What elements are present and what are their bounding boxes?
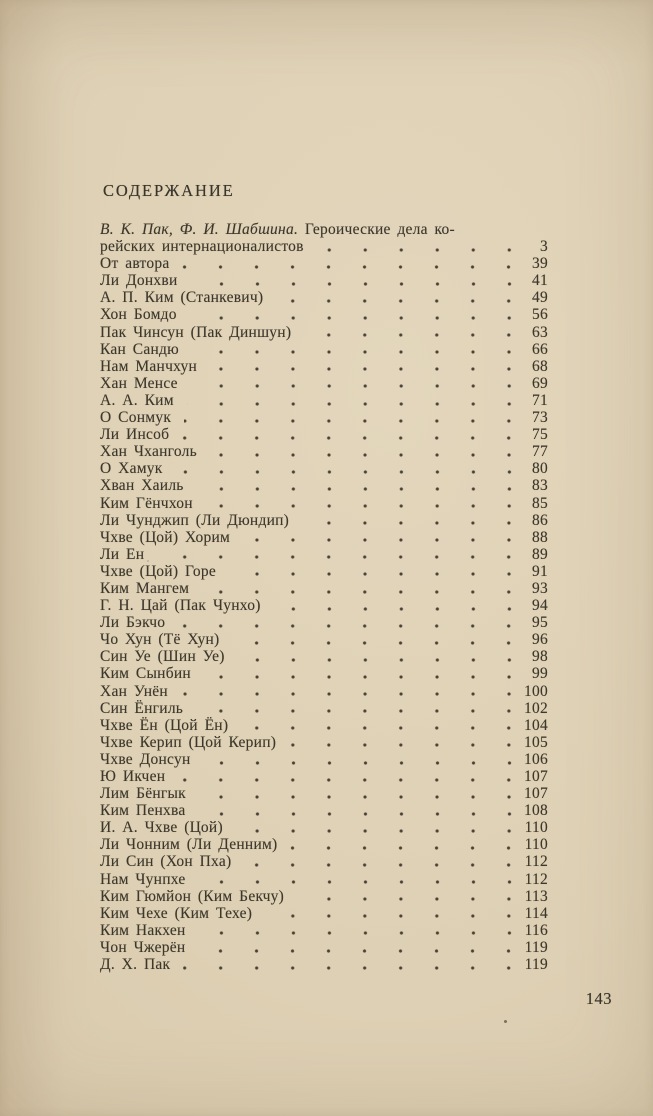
toc-entry-page: 71	[532, 391, 548, 409]
toc-entry-name: Ли Чунджип (Ли Дюндип)	[100, 511, 290, 529]
dot-leader	[197, 477, 512, 494]
toc-entry-page: 56	[532, 306, 548, 324]
toc-entry-name: Кан Сандю	[100, 340, 180, 358]
toc-entry	[100, 580, 548, 597]
dot-leader	[182, 426, 512, 443]
toc-entry	[100, 597, 548, 614]
dot-leader	[317, 238, 512, 255]
toc-entry-page: 85	[532, 494, 548, 512]
toc-entry	[100, 853, 548, 870]
toc-entry	[100, 956, 548, 973]
dot-leader	[181, 683, 512, 700]
toc-entry-page: 41	[532, 272, 548, 290]
toc-entry	[100, 409, 548, 426]
toc-entry-name: Ли Инсоб	[100, 426, 170, 444]
toc-entry-name: Ли Донхви	[100, 272, 178, 290]
toc-entry	[100, 717, 548, 734]
dot-leader	[199, 785, 512, 802]
toc-entry	[100, 324, 548, 341]
toc-entry-page: 96	[532, 631, 548, 649]
toc-entry	[100, 529, 548, 546]
toc-entry	[100, 460, 548, 477]
toc-entry-page: 75	[532, 426, 548, 444]
toc-entry	[100, 255, 548, 272]
toc-entry-name: Ким Чехе (Ким Техе)	[100, 904, 253, 922]
toc-entry-name: А. А. Ким	[100, 391, 174, 409]
toc-entry-name: И. А. Чхве (Цой)	[100, 819, 223, 837]
dot-leader	[182, 255, 512, 272]
dot-leader	[178, 768, 512, 785]
toc-entry	[100, 341, 548, 358]
page-number: 143	[585, 989, 612, 1008]
toc-entry-name: Чхве Ён (Цой Ён)	[100, 716, 229, 734]
toc-first-entry-line2	[100, 238, 548, 255]
toc-entry	[100, 563, 548, 580]
toc-first-entry-text	[100, 221, 455, 238]
toc-entry-page: 113	[524, 887, 548, 905]
toc-entry-name: Ким Гёнчхон	[100, 494, 193, 512]
dot-leader	[199, 802, 512, 819]
toc-entry-page: 3	[540, 238, 548, 256]
dot-leader	[192, 341, 512, 358]
toc-entry-name: Г. Н. Цай (Пак Чунхо)	[100, 597, 261, 615]
toc-entry	[100, 768, 548, 785]
toc-entry-page: 49	[532, 289, 548, 307]
toc-entry	[100, 905, 548, 922]
dot-leader	[304, 324, 512, 341]
toc-entry-page: 63	[532, 323, 548, 341]
toc-entry-page: 112	[524, 870, 548, 888]
toc-entry-page: 89	[532, 545, 548, 563]
toc-entry-name: Ким Мангем	[100, 579, 190, 597]
toc-entry-name: рейских интернационалистов	[100, 238, 304, 256]
toc-entry-page: 106	[524, 750, 548, 768]
toc-entry-name: Ли Син (Хон Пха)	[100, 853, 232, 871]
toc-first-entry-line1	[100, 221, 548, 238]
toc-entry-name: О Сонмук	[100, 409, 172, 427]
paper-speck	[147, 560, 149, 562]
toc-entry	[100, 700, 548, 717]
toc-entry-page: 91	[532, 562, 548, 580]
toc-entry-page: 110	[524, 819, 548, 837]
dot-leader	[178, 614, 512, 631]
dot-leader	[210, 443, 512, 460]
toc-entry	[100, 683, 548, 700]
toc-entry-page: 114	[524, 904, 548, 922]
toc-entry-page: 83	[532, 477, 548, 495]
toc-entry-page: 39	[532, 255, 548, 273]
toc-entry	[100, 512, 548, 529]
toc-entry-name: Хан Чханголь	[100, 443, 197, 461]
dot-leader	[210, 358, 512, 375]
dot-leader	[290, 836, 512, 853]
dot-leader	[229, 563, 512, 580]
toc-entry-name: Чо Хун (Тё Хун)	[100, 631, 220, 649]
toc-entry	[100, 306, 548, 323]
toc-entry-name: Нам Манчхун	[100, 357, 198, 375]
dot-leader	[190, 306, 512, 323]
toc-entry-page: 112	[524, 853, 548, 871]
toc-entry	[100, 802, 548, 819]
dot-leader	[236, 819, 512, 836]
toc-entry-name: Чхве Донсун	[100, 750, 191, 768]
toc-entry-name: Пак Чинсун (Пак Диншун)	[100, 323, 292, 341]
toc-entry-name: Ким Гюмйон (Ким Бекчу)	[100, 887, 285, 905]
toc-entry-page: 108	[524, 802, 548, 820]
toc-entry	[100, 648, 548, 665]
dot-leader	[276, 289, 512, 306]
toc-entry-page: 73	[532, 409, 548, 427]
toc-entry-name: Ли Ен	[100, 545, 145, 563]
toc-authors: В. К. Пак, Ф. И. Шабшина.	[100, 221, 299, 238]
toc-entry-name: Хон Бомдо	[100, 306, 177, 324]
toc-entry-page: 100	[524, 682, 548, 700]
toc-entry	[100, 358, 548, 375]
toc-entry-name: Ким Накхен	[100, 921, 186, 939]
toc-entry-page: 93	[532, 579, 548, 597]
toc-entry-name: Хан Унён	[100, 682, 168, 700]
toc-entry	[100, 546, 548, 563]
toc-entry	[100, 922, 548, 939]
dot-leader	[191, 375, 512, 392]
dot-leader	[204, 665, 512, 682]
toc-entry-name: А. П. Ким (Станкевич)	[100, 289, 264, 307]
toc-entry-name: Ли Бэкчо	[100, 614, 166, 632]
dot-leader	[196, 700, 512, 717]
toc-entry	[100, 819, 548, 836]
dot-leader	[265, 905, 512, 922]
toc-entry-name: Ю Икчен	[100, 768, 166, 785]
dot-leader	[183, 956, 512, 973]
toc-entry-page: 119	[524, 938, 548, 956]
toc-entry	[100, 289, 548, 306]
toc-entry	[100, 375, 548, 392]
dot-leader	[232, 631, 512, 648]
dot-leader	[238, 648, 512, 665]
toc-entry	[100, 477, 548, 494]
toc-entry-name: Ким Сынбин	[100, 665, 191, 683]
toc-entry	[100, 443, 548, 460]
toc-entry	[100, 665, 548, 682]
dot-leader	[191, 272, 512, 289]
toc-entry-page: 102	[524, 699, 548, 717]
toc-entry-page: 68	[532, 357, 548, 375]
toc-entry-page: 77	[532, 443, 548, 461]
dot-leader	[184, 409, 512, 426]
dot-leader	[274, 597, 512, 614]
paper-speck	[504, 1020, 507, 1023]
toc-entry-name: Ким Пенхва	[100, 802, 186, 820]
toc-entry	[100, 631, 548, 648]
toc-entry-name: Чхве Керип (Цой Керип)	[100, 733, 277, 751]
toc-entry-name: Син Уе (Шин Уе)	[100, 648, 225, 666]
dot-leader	[199, 871, 512, 888]
toc-entry-page: 119	[524, 956, 548, 974]
dot-leader	[176, 460, 512, 477]
dot-leader	[244, 853, 512, 870]
toc-entry-page: 66	[532, 340, 548, 358]
toc-entry-page: 95	[532, 614, 548, 632]
toc-entry	[100, 426, 548, 443]
toc-entry-page: 107	[524, 785, 548, 803]
toc-entry-page: 105	[524, 733, 548, 751]
toc-entry-page: 99	[532, 665, 548, 683]
toc-entry	[100, 734, 548, 751]
toc-entry-name: Нам Чунпхе	[100, 870, 186, 888]
dot-leader	[157, 546, 512, 563]
toc-entry	[100, 495, 548, 512]
page-title: СОДЕРЖАНИЕ	[103, 181, 235, 200]
dot-leader	[198, 939, 512, 956]
toc-entry-page: 94	[532, 597, 548, 615]
dot-leader	[243, 529, 512, 546]
toc-entry	[100, 614, 548, 631]
toc-entry-title: Героические дела ко-	[298, 221, 455, 238]
toc-entry-name: О Хамук	[100, 460, 163, 478]
dot-leader	[241, 717, 512, 734]
toc-entry	[100, 392, 548, 409]
toc-entry-name: Хван Хаиль	[100, 477, 184, 495]
toc-entry-name: От автора	[100, 255, 170, 273]
dot-leader	[206, 495, 512, 512]
toc-entry-name: Чон Чжерён	[100, 938, 186, 956]
toc-entry	[100, 939, 548, 956]
toc-entry	[100, 785, 548, 802]
toc-entry-page: 104	[524, 716, 548, 734]
toc-entry	[100, 888, 548, 905]
toc-entry	[100, 871, 548, 888]
toc-entry-name: Чхве (Цой) Горе	[100, 562, 216, 580]
toc-entry-name: Син Ёнгиль	[100, 699, 184, 717]
toc-entry-name: Ли Чонним (Ли Денним)	[100, 836, 278, 854]
dot-leader	[289, 734, 512, 751]
dot-leader	[204, 751, 513, 768]
toc-entry-name: Лим Бёнгык	[100, 785, 186, 803]
toc-entry-page: 69	[532, 374, 548, 392]
dot-leader	[297, 888, 512, 905]
table-of-contents	[100, 221, 548, 973]
toc-entry	[100, 272, 548, 289]
toc-entry-page: 116	[524, 921, 548, 939]
toc-entry-page: 88	[532, 528, 548, 546]
toc-entry-page: 110	[524, 836, 548, 854]
toc-entry-name: Д. Х. Пак	[100, 956, 171, 974]
toc-entry-page: 107	[524, 768, 548, 785]
toc-entry	[100, 751, 548, 768]
toc-entry	[100, 836, 548, 853]
dot-leader	[187, 392, 512, 409]
toc-entry-name: Хан Менсе	[100, 374, 178, 392]
dot-leader	[302, 512, 512, 529]
dot-leader	[199, 922, 512, 939]
toc-entry-page: 98	[532, 648, 548, 666]
toc-entry-name: Чхве (Цой) Хорим	[100, 528, 231, 546]
dot-leader	[202, 580, 512, 597]
toc-entry-page: 86	[532, 511, 548, 529]
toc-list	[100, 255, 548, 973]
toc-entry-page: 80	[532, 460, 548, 478]
